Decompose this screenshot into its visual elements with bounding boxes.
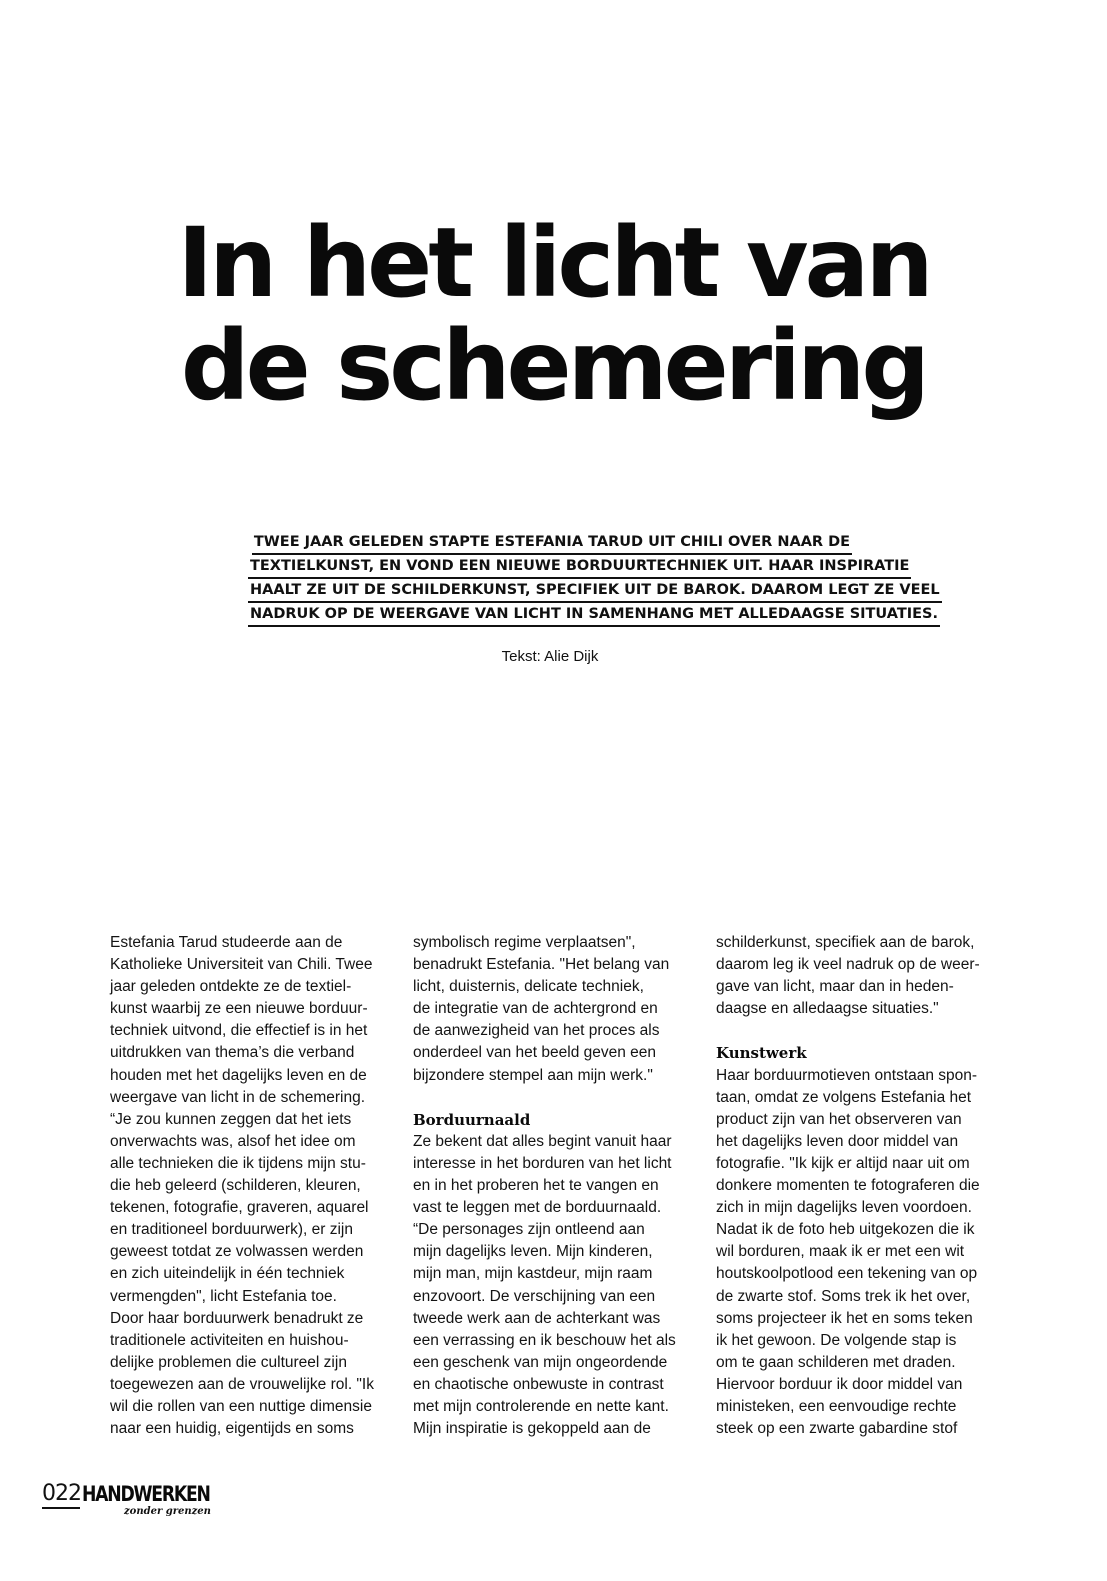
text-line: Mijn inspiratie is gekoppeld aan de bbox=[413, 1420, 651, 1438]
text-line: bijzondere stempel aan mijn werk." bbox=[413, 1066, 653, 1084]
body-column-2 bbox=[413, 932, 691, 1440]
text-line: “Je zou kunnen zeggen dat het iets bbox=[110, 1110, 352, 1128]
text-line: benadrukt Estefania. "Het belang van bbox=[413, 956, 670, 974]
column-3-paragraph-2 bbox=[716, 1065, 994, 1441]
text-line: uitdrukken van thema’s die verband bbox=[110, 1044, 355, 1062]
text-line: Nadat ik de foto heb uitgekozen die ik bbox=[716, 1221, 975, 1239]
text-line: het dagelijks leven door middel van bbox=[716, 1132, 959, 1150]
magazine-tagline: zonder grenzen bbox=[124, 1506, 211, 1517]
column-2-paragraph-2 bbox=[413, 1131, 691, 1440]
magazine-name: HANDWERKEN bbox=[82, 1482, 210, 1506]
column-3-paragraph-1 bbox=[716, 932, 994, 1020]
text-line: gave van licht, maar dan in heden- bbox=[716, 978, 954, 996]
page-number-underline bbox=[42, 1507, 80, 1509]
body-column-1 bbox=[110, 932, 388, 1440]
text-line: onverwachts was, alsof het idee om bbox=[110, 1132, 356, 1150]
text-line: Katholieke Universiteit van Chili. Twee bbox=[110, 956, 373, 974]
intro-lead bbox=[248, 533, 940, 629]
text-line: de aanwezigheid van het proces als bbox=[413, 1022, 660, 1040]
article-title bbox=[150, 207, 957, 422]
text-line: techniek uitvond, die effectief is in het bbox=[110, 1022, 368, 1040]
text-line: een geschenk van mijn ongeordende bbox=[413, 1353, 668, 1371]
paragraph-spacer bbox=[716, 1020, 994, 1042]
text-line: toegewezen aan de vrouwelijke rol. "Ik bbox=[110, 1375, 374, 1393]
intro-line: HAALT ZE UIT DE SCHILDERKUNST, SPECIFIEK UIT DE BAROK. DAAROM LEGT ZE VEEL bbox=[248, 581, 942, 603]
text-line: steek op een zwarte gabardine stof bbox=[716, 1420, 958, 1438]
text-line: Ze bekent dat alles begint vanuit haar bbox=[413, 1132, 672, 1150]
intro-line: TWEE JAAR GELEDEN STAPTE ESTEFANIA TARUD UIT CHILI OVER NAAR DE bbox=[252, 533, 852, 555]
body-column-3 bbox=[716, 932, 994, 1440]
text-line: mijn man, mijn kastdeur, mijn raam bbox=[413, 1265, 653, 1283]
text-line: traditionele activiteiten en huishou- bbox=[110, 1331, 349, 1349]
paragraph-spacer bbox=[413, 1087, 691, 1109]
text-line: alle technieken die ik tijdens mijn stu- bbox=[110, 1154, 366, 1172]
page-footer bbox=[42, 1480, 242, 1526]
text-line: jaar geleden ontdekte ze de textiel- bbox=[110, 978, 352, 996]
text-line: daagse en alledaagse situaties." bbox=[716, 1000, 939, 1018]
title-line-1: In het licht van bbox=[177, 207, 930, 319]
text-line: en zich uiteindelijk in één techniek bbox=[110, 1265, 345, 1283]
text-line: Hiervoor borduur ik door middel van bbox=[716, 1375, 963, 1393]
text-line: vast te leggen met de borduurnaald. bbox=[413, 1199, 662, 1217]
text-line: kunst waarbij ze een nieuwe borduur- bbox=[110, 1000, 368, 1018]
text-line: wil die rollen van een nuttige dimensie bbox=[110, 1397, 372, 1415]
text-line: interesse in het borduren van het licht bbox=[413, 1154, 672, 1172]
text-line: met mijn controlerende en nette kant. bbox=[413, 1397, 669, 1415]
text-line: om te gaan schilderen met draden. bbox=[716, 1353, 956, 1371]
page-number: 022 bbox=[42, 1481, 81, 1506]
text-line: ik het gewoon. De volgende stap is bbox=[716, 1331, 957, 1349]
text-line: ministeken, een eenvoudige rechte bbox=[716, 1397, 957, 1415]
text-line: vermengden", licht Estefania toe. bbox=[110, 1287, 337, 1305]
text-line: en in het proberen het te vangen en bbox=[413, 1177, 659, 1195]
text-line: licht, duisternis, delicate techniek, bbox=[413, 978, 644, 996]
text-line: weergave van licht in de schemering. bbox=[110, 1088, 366, 1106]
text-line: Estefania Tarud studeerde aan de bbox=[110, 934, 343, 951]
text-line: geweest totdat ze volwassen werden bbox=[110, 1243, 364, 1261]
text-line: symbolisch regime verplaatsen", bbox=[413, 934, 636, 951]
column-2-paragraph-1 bbox=[413, 932, 691, 1087]
subheading-borduurnaald: Borduurnaald bbox=[413, 1110, 531, 1129]
text-line: soms projecteer ik het en soms teken bbox=[716, 1309, 973, 1327]
text-line: “De personages zijn ontleend aan bbox=[413, 1221, 645, 1239]
text-line: mijn dagelijks leven. Mijn kinderen, bbox=[413, 1243, 653, 1261]
text-line: de integratie van de achtergrond en bbox=[413, 1000, 658, 1018]
text-line: houden met het dagelijks leven en de bbox=[110, 1066, 367, 1084]
text-line: Haar borduurmotieven ontstaan spon- bbox=[716, 1066, 978, 1084]
text-line: Door haar borduurwerk benadrukt ze bbox=[110, 1309, 364, 1327]
text-line: houtskoolpotlood een tekening van op bbox=[716, 1265, 978, 1283]
text-line: schilderkunst, specifiek aan de barok, bbox=[716, 934, 975, 951]
text-line: tekenen, fotografie, graveren, aquarel bbox=[110, 1199, 369, 1217]
title-line-2: de schemering bbox=[180, 310, 927, 422]
text-line: taan, omdat ze volgens Estefania het bbox=[716, 1088, 972, 1106]
text-line: fotografie. "Ik kijk er altijd naar uit om bbox=[716, 1154, 970, 1172]
text-line: de zwarte stof. Soms trek ik het over, bbox=[716, 1287, 971, 1305]
text-line: product zijn van het observeren van bbox=[716, 1110, 962, 1128]
text-line: tweede werk aan de achterkant was bbox=[413, 1309, 661, 1327]
text-line: naar een huidig, eigentijds en soms bbox=[110, 1420, 354, 1438]
text-line: een verrassing en ik beschouw het als bbox=[413, 1331, 676, 1349]
intro-line: TEXTIELKUNST, EN VOND EEN NIEUWE BORDUURTECHNIEK UIT. HAAR INSPIRATIE bbox=[248, 557, 911, 579]
text-line: enzovoort. De verschijning van een bbox=[413, 1287, 656, 1305]
byline: Tekst: Alie Dijk bbox=[501, 648, 599, 665]
text-line: onderdeel van het beeld geven een bbox=[413, 1044, 657, 1062]
text-line: wil borduren, maak ik er met een wit bbox=[716, 1243, 965, 1261]
text-line: die heb geleerd (schilderen, kleuren, bbox=[110, 1177, 361, 1195]
text-line: daarom leg ik veel nadruk op de weer- bbox=[716, 956, 980, 974]
text-line: zich in mijn dagelijks leven voordoen. bbox=[716, 1199, 972, 1217]
subheading-kunstwerk: Kunstwerk bbox=[716, 1044, 807, 1063]
text-line: en traditioneel borduurwerk), er zijn bbox=[110, 1221, 353, 1239]
text-line: donkere momenten te fotograferen die bbox=[716, 1177, 980, 1195]
text-line: en chaotische onbewuste in contrast bbox=[413, 1375, 664, 1393]
text-line: delijke problemen die cultureel zijn bbox=[110, 1353, 347, 1371]
intro-line: NADRUK OP DE WEERGAVE VAN LICHT IN SAMENHANG MET ALLEDAAGSE SITUATIES. bbox=[248, 605, 940, 627]
